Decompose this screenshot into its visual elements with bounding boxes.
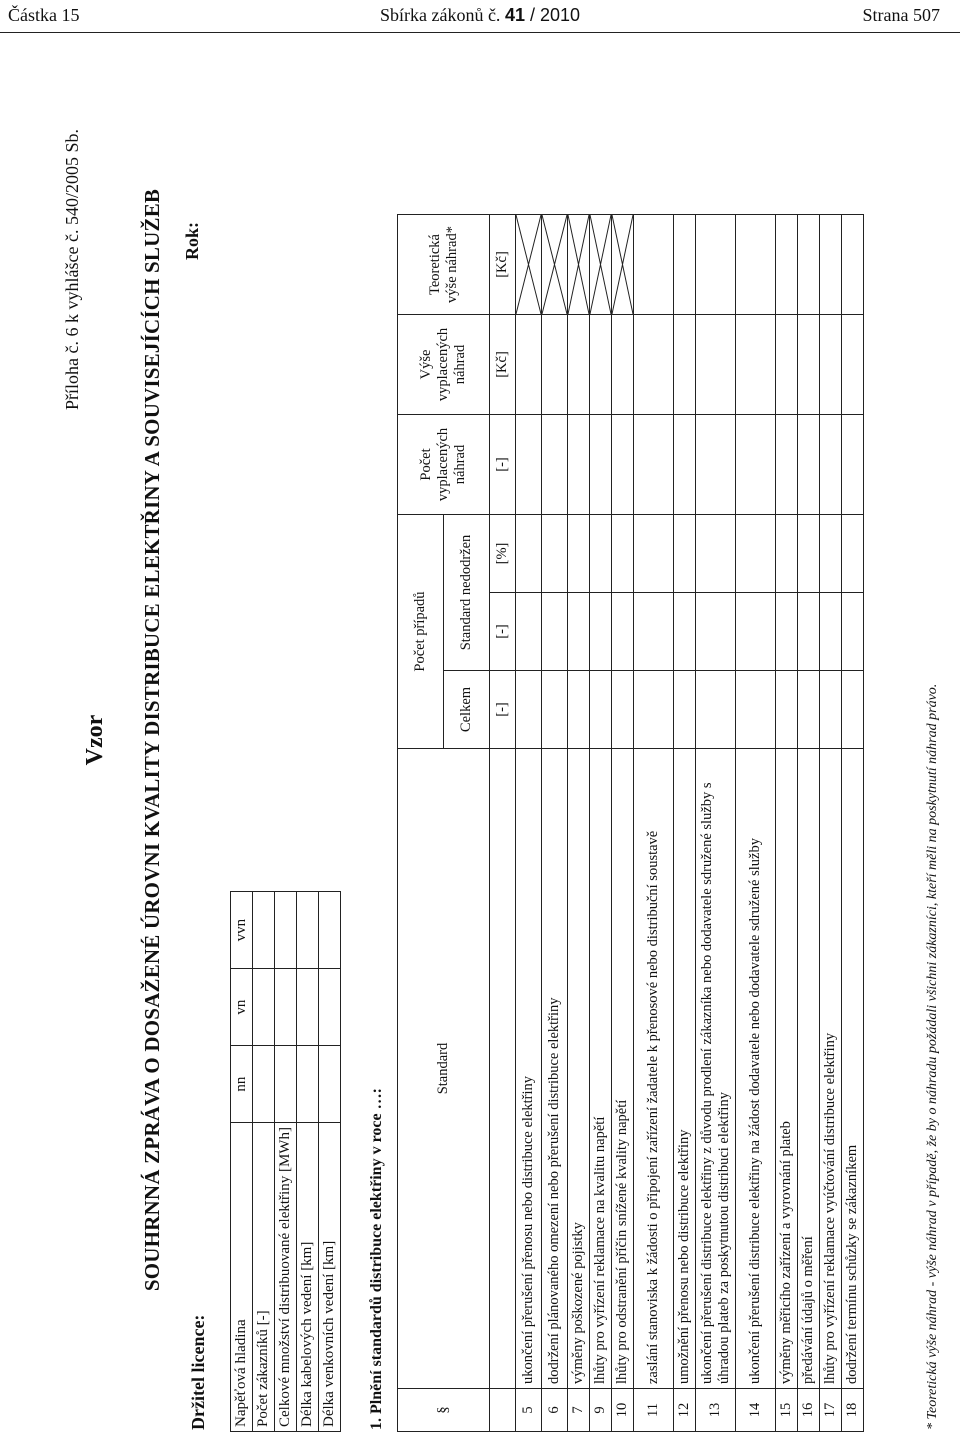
value-cell[interactable] xyxy=(590,315,612,415)
row-section-number: 10 xyxy=(612,1389,634,1432)
voltage-row-label: Počet zákazníků [-] xyxy=(253,1123,275,1432)
value-cell[interactable] xyxy=(542,593,568,671)
row-section-number: 11 xyxy=(634,1389,674,1432)
table-row xyxy=(842,215,864,1432)
voltage-cell[interactable] xyxy=(275,892,297,969)
unit-label: [Kč] xyxy=(490,315,516,415)
units-empty-cell xyxy=(490,1389,516,1432)
cross-mark-icon xyxy=(568,215,589,314)
form-sample-label: Vzor xyxy=(82,714,108,766)
row-section-number: 18 xyxy=(842,1389,864,1432)
cases-column-header: Počet případů xyxy=(398,515,444,749)
value-cell[interactable] xyxy=(776,215,798,315)
rotated-form-sheet xyxy=(0,40,960,1440)
header-collection-prefix: Sbírka zákonů č. xyxy=(379,5,501,25)
value-cell[interactable] xyxy=(516,593,542,671)
value-cell[interactable] xyxy=(590,593,612,671)
value-cell[interactable] xyxy=(612,415,634,515)
paid-count-column-header: Počet vyplacených náhrad xyxy=(398,415,490,515)
voltage-level-table xyxy=(230,891,341,1432)
crossed-out-cell xyxy=(612,215,634,315)
voltage-row-label: Délka kabelových vedení [km] xyxy=(297,1123,319,1432)
row-section-number: 13 xyxy=(696,1389,736,1432)
units-empty-cell xyxy=(490,749,516,1389)
value-cell[interactable] xyxy=(798,593,820,671)
value-cell[interactable] xyxy=(674,215,696,315)
value-cell[interactable] xyxy=(776,515,798,593)
voltage-level-label: Napěťová hladina xyxy=(231,1123,253,1432)
row-section-number: 12 xyxy=(674,1389,696,1432)
value-cell[interactable] xyxy=(776,593,798,671)
row-standard-text: ukončení přerušení přenosu nebo distribuce elektřiny xyxy=(516,749,542,1389)
voltage-table-row xyxy=(275,892,297,1432)
cross-mark-icon xyxy=(590,215,611,314)
value-cell[interactable] xyxy=(842,315,864,415)
table-row xyxy=(634,215,674,1432)
cross-mark-icon xyxy=(516,215,541,314)
row-section-number: 5 xyxy=(516,1389,542,1432)
value-cell[interactable] xyxy=(542,671,568,749)
voltage-row-label: Celkové množství distribuované elektřiny [MWh] xyxy=(275,1123,297,1432)
value-cell[interactable] xyxy=(568,315,590,415)
value-cell[interactable] xyxy=(798,515,820,593)
voltage-col-nn: nn xyxy=(231,1046,253,1123)
voltage-table-header xyxy=(231,892,253,1432)
section-column-header: § xyxy=(398,1389,490,1432)
value-cell[interactable] xyxy=(776,415,798,515)
value-cell[interactable] xyxy=(634,671,674,749)
units-row xyxy=(490,215,516,1432)
voltage-cell[interactable] xyxy=(319,1046,341,1123)
value-cell[interactable] xyxy=(798,415,820,515)
paid-amount-column-header: Výše vyplacených náhrad xyxy=(398,315,490,415)
row-section-number: 16 xyxy=(798,1389,820,1432)
row-standard-text: lhůty pro odstranění příčin snížené kvality napětí xyxy=(612,749,634,1389)
row-section-number: 14 xyxy=(736,1389,776,1432)
value-cell[interactable] xyxy=(820,515,842,593)
value-cell[interactable] xyxy=(516,671,542,749)
row-standard-text: lhůty pro vyřízení reklamace vyúčtování distribuce elektřiny xyxy=(820,749,842,1389)
voltage-cell[interactable] xyxy=(319,969,341,1046)
cross-mark-icon xyxy=(542,215,567,314)
voltage-cell[interactable] xyxy=(297,969,319,1046)
table-row xyxy=(820,215,842,1432)
table-row xyxy=(542,215,568,1432)
row-section-number: 7 xyxy=(568,1389,590,1432)
voltage-table-row xyxy=(253,892,275,1432)
year-label: Rok: xyxy=(182,221,202,260)
value-cell[interactable] xyxy=(634,315,674,415)
value-cell[interactable] xyxy=(590,671,612,749)
row-standard-text: výměny měřicího zařízení a vyrovnání plateb xyxy=(776,749,798,1389)
voltage-cell[interactable] xyxy=(297,1046,319,1123)
value-cell[interactable] xyxy=(820,215,842,315)
value-cell[interactable] xyxy=(568,593,590,671)
header-collection xyxy=(0,5,960,26)
value-cell[interactable] xyxy=(820,315,842,415)
value-cell[interactable] xyxy=(736,215,776,315)
license-holder-label: Držitel licence: xyxy=(188,1314,208,1430)
total-column-header: Celkem xyxy=(444,671,490,749)
value-cell[interactable] xyxy=(776,315,798,415)
voltage-cell[interactable] xyxy=(253,1046,275,1123)
value-cell[interactable] xyxy=(674,671,696,749)
theoretical-column-header: Teoretická výše náhrad* xyxy=(398,215,490,315)
value-cell[interactable] xyxy=(798,671,820,749)
voltage-col-vn: vn xyxy=(231,969,253,1046)
row-section-number: 6 xyxy=(542,1389,568,1432)
voltage-table-row xyxy=(297,892,319,1432)
row-standard-text: ukončení přerušení distribuce elektřiny na žádost dodavatele nebo dodavatele sdružené služby xyxy=(736,749,776,1389)
value-cell[interactable] xyxy=(612,671,634,749)
value-cell[interactable] xyxy=(634,215,674,315)
value-cell[interactable] xyxy=(696,215,736,315)
value-cell[interactable] xyxy=(590,415,612,515)
value-cell[interactable] xyxy=(736,515,776,593)
crossed-out-cell xyxy=(516,215,542,315)
row-standard-text: zaslání stanoviska k žádosti o připojení zařízení žadatele k přenosové nebo distribuční soustavě xyxy=(634,749,674,1389)
value-cell[interactable] xyxy=(634,515,674,593)
row-standard-text: výměny poškozené pojistky xyxy=(568,749,590,1389)
value-cell[interactable] xyxy=(820,593,842,671)
table-row xyxy=(612,215,634,1432)
voltage-col-vvn: vvn xyxy=(231,892,253,969)
value-cell[interactable] xyxy=(696,415,736,515)
value-cell[interactable] xyxy=(842,415,864,515)
voltage-cell[interactable] xyxy=(275,1046,297,1123)
value-cell[interactable] xyxy=(674,515,696,593)
voltage-table-row xyxy=(319,892,341,1432)
value-cell[interactable] xyxy=(736,315,776,415)
table-row xyxy=(590,215,612,1432)
value-cell[interactable] xyxy=(516,515,542,593)
row-section-number: 15 xyxy=(776,1389,798,1432)
page-header xyxy=(0,0,960,33)
value-cell[interactable] xyxy=(798,215,820,315)
value-cell[interactable] xyxy=(516,415,542,515)
table-row xyxy=(736,215,776,1432)
header-collection-year: 2010 xyxy=(539,5,581,25)
value-cell[interactable] xyxy=(634,593,674,671)
value-cell[interactable] xyxy=(776,671,798,749)
row-standard-text: předávání údajů o měření xyxy=(798,749,820,1389)
footnote: * Teoretická výše náhrad - výše náhrad v případě, že by o náhradu požádali všichni zákazníci, kteří měli na poskytnutí náhrad právo. xyxy=(925,683,940,1430)
crossed-out-cell xyxy=(542,215,568,315)
value-cell[interactable] xyxy=(820,415,842,515)
value-cell[interactable] xyxy=(542,415,568,515)
unit-label: [Kč] xyxy=(490,215,516,315)
header-page-number: Strana 507 xyxy=(862,5,940,25)
value-cell[interactable] xyxy=(736,671,776,749)
unit-label: [-] xyxy=(490,415,516,515)
header-issue: Částka 15 xyxy=(8,5,80,25)
value-cell[interactable] xyxy=(842,671,864,749)
value-cell[interactable] xyxy=(674,315,696,415)
table-row xyxy=(516,215,542,1432)
value-cell[interactable] xyxy=(842,515,864,593)
crossed-out-cell xyxy=(590,215,612,315)
value-cell[interactable] xyxy=(674,593,696,671)
header-collection-number: 41 xyxy=(504,5,525,25)
unit-label: [-] xyxy=(490,671,516,749)
voltage-cell[interactable] xyxy=(253,969,275,1046)
standards-table xyxy=(397,214,864,1432)
not-kept-column-header: Standard nedodržen xyxy=(444,515,490,671)
row-section-number: 9 xyxy=(590,1389,612,1432)
value-cell[interactable] xyxy=(820,671,842,749)
cross-mark-icon xyxy=(612,215,633,314)
table-row xyxy=(568,215,590,1432)
row-standard-text: dodržení plánovaného omezení nebo přerušení distribuce elektřiny xyxy=(542,749,568,1389)
value-cell[interactable] xyxy=(568,671,590,749)
value-cell[interactable] xyxy=(634,415,674,515)
row-standard-text: ukončení přerušení distribuce elektřiny z důvodu prodlení zákazníka nebo dodavatele sdružené služby s úhradou plateb za poskytnutou distribuci elektřiny xyxy=(696,749,736,1389)
table-row xyxy=(674,215,696,1432)
value-cell[interactable] xyxy=(696,593,736,671)
row-standard-text: dodržení termínu schůzky se zákazníkem xyxy=(842,749,864,1389)
section-title: 1. Plnění standardů distribuce elektřiny v roce …: xyxy=(368,1088,385,1430)
table-row xyxy=(798,215,820,1432)
value-cell[interactable] xyxy=(842,593,864,671)
row-section-number: 17 xyxy=(820,1389,842,1432)
appendix-label: Příloha č. 6 k vyhlášce č. 540/2005 Sb. xyxy=(62,129,82,410)
voltage-cell[interactable] xyxy=(253,892,275,969)
voltage-cell[interactable] xyxy=(275,969,297,1046)
value-cell[interactable] xyxy=(696,515,736,593)
value-cell[interactable] xyxy=(736,593,776,671)
voltage-cell[interactable] xyxy=(319,892,341,969)
value-cell[interactable] xyxy=(590,515,612,593)
value-cell[interactable] xyxy=(612,515,634,593)
value-cell[interactable] xyxy=(542,315,568,415)
unit-label: [%] xyxy=(490,515,516,593)
value-cell[interactable] xyxy=(568,415,590,515)
row-standard-text: umožnění přenosu nebo distribuce elektřiny xyxy=(674,749,696,1389)
form-title: SOUHRNNÁ ZPRÁVA O DOSAŽENÉ ÚROVNI KVALITY DISTRIBUCE ELEKTŘINY A SOUVISEJÍCÍCH SLUŽEB xyxy=(140,188,164,1292)
value-cell[interactable] xyxy=(516,315,542,415)
value-cell[interactable] xyxy=(612,593,634,671)
standard-column-header: Standard xyxy=(398,749,490,1389)
value-cell[interactable] xyxy=(696,671,736,749)
voltage-cell[interactable] xyxy=(297,892,319,969)
value-cell[interactable] xyxy=(736,415,776,515)
row-standard-text: lhůty pro vyřízení reklamace na kvalitu napětí xyxy=(590,749,612,1389)
table-row xyxy=(696,215,736,1432)
table-header-row xyxy=(398,215,444,1432)
header-collection-sep: / xyxy=(524,5,540,25)
unit-label: [-] xyxy=(490,593,516,671)
value-cell[interactable] xyxy=(674,415,696,515)
value-cell[interactable] xyxy=(612,315,634,415)
value-cell[interactable] xyxy=(542,515,568,593)
value-cell[interactable] xyxy=(568,515,590,593)
table-row xyxy=(776,215,798,1432)
value-cell[interactable] xyxy=(798,315,820,415)
value-cell[interactable] xyxy=(696,315,736,415)
value-cell[interactable] xyxy=(842,215,864,315)
voltage-row-label: Délka venkovních vedení [km] xyxy=(319,1123,341,1432)
crossed-out-cell xyxy=(568,215,590,315)
